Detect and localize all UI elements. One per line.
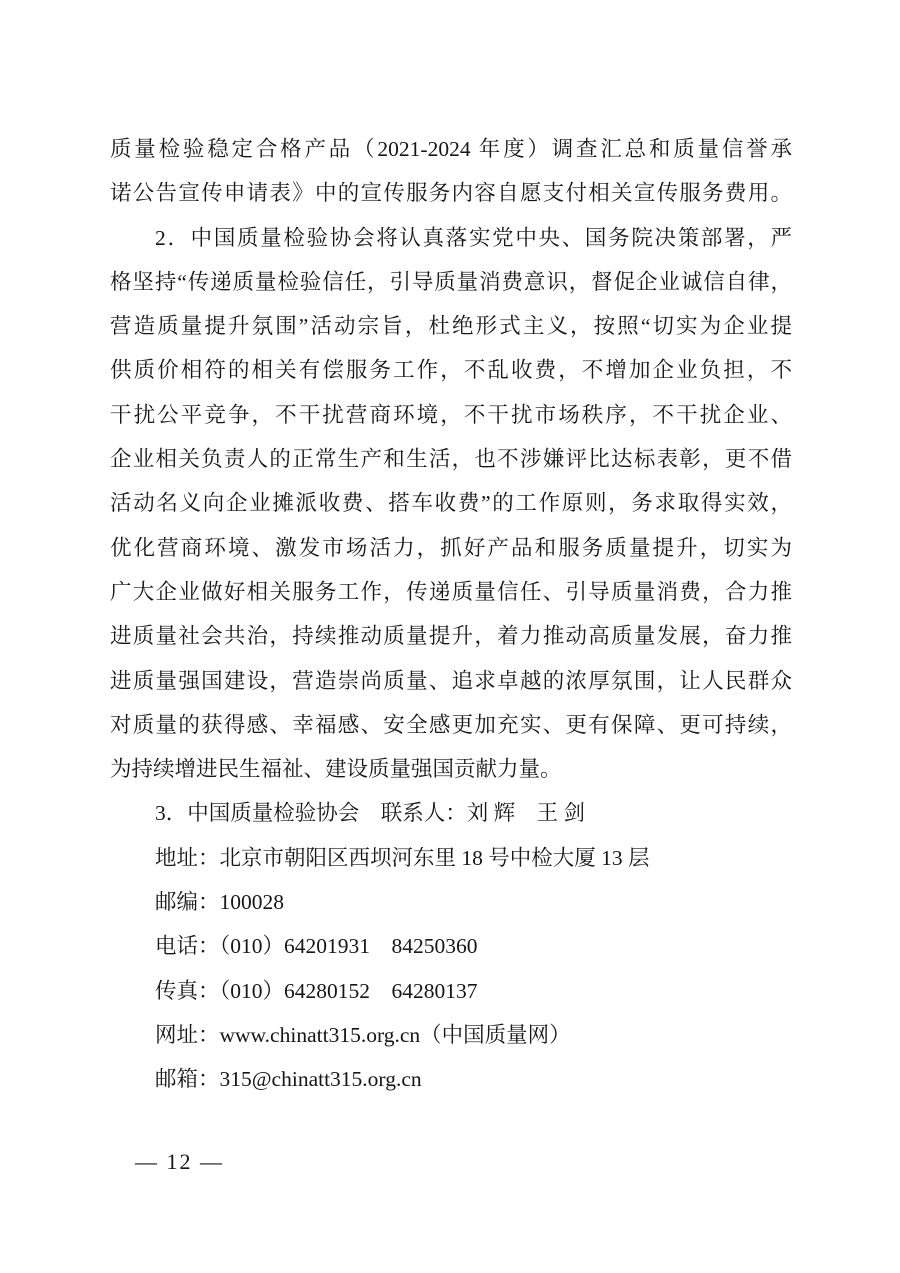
- text-line: 3．中国质量检验协会 联系人：刘 辉 王 剑: [155, 801, 586, 826]
- text-line: 格坚持“传递质量检验信任，引导质量消费意识，督促企业诚信自律，: [110, 269, 792, 294]
- text-line: 干扰公平竞争，不干扰营商环境，不干扰市场秩序，不干扰企业、: [110, 402, 792, 427]
- text-line: 邮编：100028: [155, 890, 285, 915]
- text-line: 供质价相符的相关有偿服务工作，不乱收费，不增加企业负担，不: [110, 358, 792, 383]
- text-line: 质量检验稳定合格产品（2021-2024 年度）调查汇总和质量信誉承: [110, 137, 792, 161]
- text-line: 邮箱：315@chinatt315.org.cn: [155, 1067, 422, 1092]
- text-line: 营造质量提升氛围”活动宗旨，杜绝形式主义，按照“切实为企业提: [110, 314, 792, 339]
- text-line: 优化营商环境、激发市场活力，抓好产品和服务质量提升，切实为: [110, 535, 792, 560]
- text-line: 对质量的获得感、幸福感、安全感更加充实、更有保障、更可持续，: [110, 712, 792, 737]
- text-line: 网址：www.chinatt315.org.cn（中国质量网）: [155, 1022, 571, 1047]
- text-line: 地址：北京市朝阳区西坝河东里 18 号中检大厦 13 层: [155, 845, 650, 870]
- text-line: 活动名义向企业摊派收费、搭车收费”的工作原则，务求取得实效，: [110, 491, 792, 516]
- text-line: 电话：（010）64201931 84250360: [155, 934, 478, 959]
- text-line: 进质量社会共治，持续推动质量提升，着力推动高质量发展，奋力推: [110, 624, 792, 649]
- text-line: 企业相关负责人的正常生产和生活，也不涉嫌评比达标表彰，更不借: [110, 447, 792, 472]
- text-line: 传真：（010）64280152 64280137: [155, 978, 478, 1003]
- page-number: — 12 —: [135, 1149, 224, 1174]
- text-line: 广大企业做好相关服务工作，传递质量信任、引导质量消费，合力推: [110, 579, 792, 604]
- text-line: 诺公告宣传申请表》中的宣传服务内容自愿支付相关宣传服务费用。: [110, 181, 792, 206]
- text-line: 为持续增进民生福祉、建设质量强国贡献力量。: [110, 757, 562, 782]
- text-line: 2．中国质量检验协会将认真落实党中央、国务院决策部署，严: [155, 225, 792, 250]
- document-body: [110, 127, 792, 1102]
- text-line: 进质量强国建设，营造崇尚质量、追求卓越的浓厚氛围，让人民群众: [110, 668, 792, 693]
